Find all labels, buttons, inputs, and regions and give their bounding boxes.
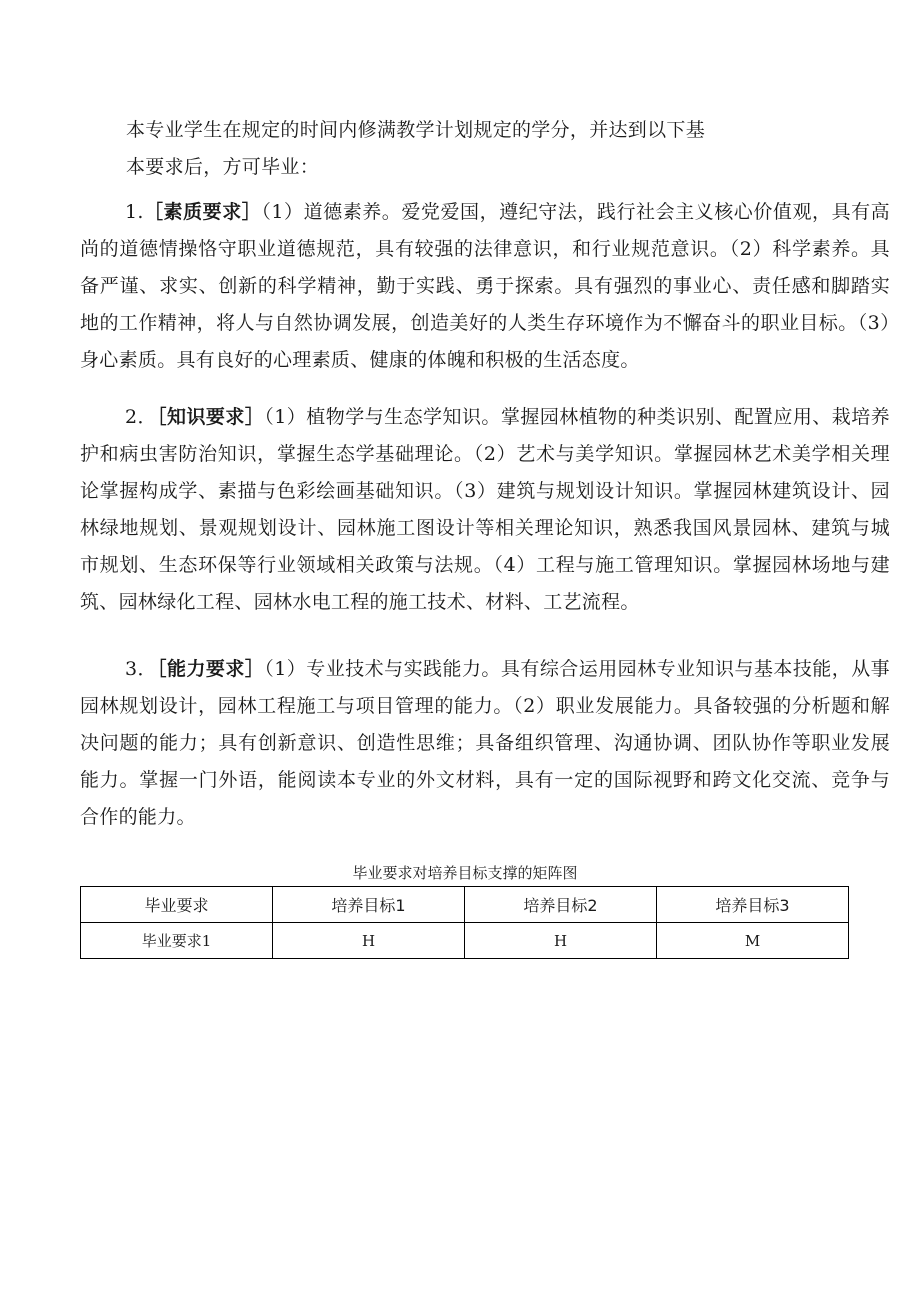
requirement-text: （1）植物学与生态学知识。掌握园林植物的种类识别、配置应用、栽培养护和病虫害防治知识，掌握生态学基础理论。（2）艺术与美学知识。掌握园林艺术美学相关理论掌握构成学、素描与色彩绘画基础知识。（3）建筑与规划设计知识。掌握园林建筑设计、园林绿地规划、景观规划设计、园林施工图设计等相关理论知识，熟悉我国风景园林、建筑与城市规划、生态环保等行业领域相关政策与法规。（4）工程与施工管理知识。掌握园林场地与建筑、园林绿化工程、园林水电工程的施工技术、材料、工艺流程。 (80, 406, 890, 613)
table-cell: M (657, 923, 849, 959)
table-caption: 毕业要求对培养目标支撑的矩阵图 (352, 864, 578, 882)
requirement-number: 2． (125, 406, 158, 428)
table-header-row (81, 887, 849, 923)
requirement-number: 3． (125, 658, 158, 680)
table-cell: H (273, 923, 465, 959)
intro-line-2: 本要求后，方可毕业： (126, 156, 320, 178)
column-header: 培养目标1 (273, 887, 465, 923)
intro-line-1: 本专业学生在规定的时间内修满教学计划规定的学分，并达到以下基 (126, 119, 706, 141)
requirement-heading: ［能力要求］ (157, 658, 265, 680)
column-header: 培养目标2 (465, 887, 657, 923)
table-cell: H (465, 923, 657, 959)
requirement-heading: ［素质要求］ (143, 201, 262, 223)
requirement-number: 1. (125, 201, 144, 223)
column-header: 培养目标3 (657, 887, 849, 923)
requirement-ability (80, 651, 890, 836)
requirement-text: （1）专业技术与实践能力。具有综合运用园林专业知识与基本技能，从事园林规划设计，园林工程施工与项目管理的能力。（2）职业发展能力。具备较强的分析题和解决问题的能力；具有创新意识、创造性思维；具备组织管理、沟通协调、团队协作等职业发展能力。掌握一门外语，能阅读本专业的外文材料，具有一定的国际视野和跨文化交流、竞争与合作的能力。 (80, 658, 890, 828)
support-matrix-table (80, 886, 849, 959)
requirement-quality (80, 194, 890, 379)
column-header: 毕业要求 (81, 887, 273, 923)
table-cell: 毕业要求1 (81, 923, 273, 959)
requirement-heading: ［知识要求］ (157, 406, 265, 428)
requirement-text: （1）道德素养。爱党爱国，遵纪守法，践行社会主义核心价值观，具有高尚的道德情操恪守职业道德规范，具有较强的法律意识，和行业规范意识。（2）科学素养。具备严谨、求实、创新的科学精神，勤于实践、勇于探索。具有强烈的事业心、责任感和脚踏实地的工作精神，将人与自然协调发展，创造美好的人类生存环境作为不懈奋斗的职业目标。（3）身心素质。具有良好的心理素质、健康的体魄和积极的生活态度。 (80, 201, 890, 371)
requirement-knowledge (80, 399, 890, 621)
table-row (81, 923, 849, 959)
